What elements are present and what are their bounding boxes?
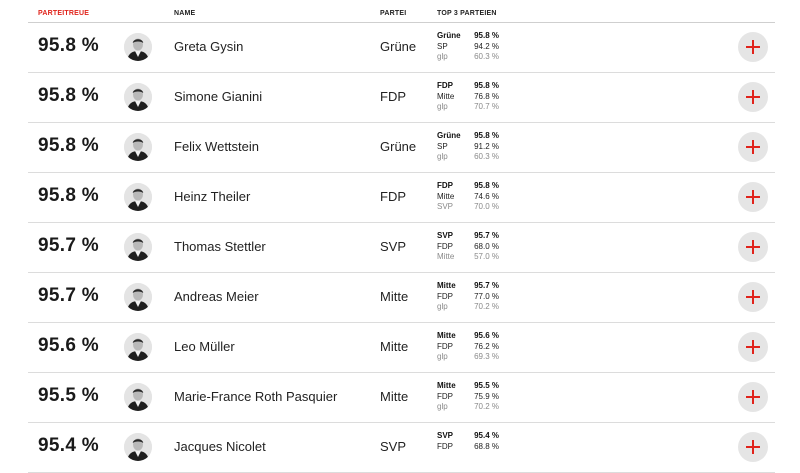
expand-plus-button[interactable] xyxy=(738,382,768,412)
top3-parties xyxy=(437,31,499,63)
avatar xyxy=(124,283,152,311)
portrait-icon xyxy=(124,83,152,111)
member-name[interactable]: Thomas Stettler xyxy=(174,239,266,254)
member-name[interactable]: Greta Gysin xyxy=(174,39,244,54)
party-loyalty-value: 95.8 % xyxy=(38,135,99,156)
avatar xyxy=(124,333,152,361)
top3-entry xyxy=(437,231,499,242)
top3-party-name: SVP xyxy=(437,231,454,240)
avatar xyxy=(124,233,152,261)
party-loyalty-value: 95.8 % xyxy=(38,85,99,106)
expand-plus-button[interactable] xyxy=(738,32,768,62)
top3-party-value: 70.0 % xyxy=(474,202,499,211)
top3-party-name: Mitte xyxy=(437,381,456,390)
top3-party-value: 95.4 % xyxy=(474,431,499,440)
avatar xyxy=(124,383,152,411)
member-party: Mitte xyxy=(380,339,409,354)
member-party: SVP xyxy=(380,239,407,254)
member-party: Mitte xyxy=(380,289,409,304)
top3-entry xyxy=(437,42,499,53)
top3-party-name: FDP xyxy=(437,241,453,251)
top3-party-value: 95.7 % xyxy=(474,231,499,240)
table-row[interactable] xyxy=(28,273,775,323)
column-header-party[interactable]: PARTEI xyxy=(380,10,407,17)
top3-party-name: glp xyxy=(437,402,448,411)
top3-parties xyxy=(437,281,499,313)
top3-party-name: FDP xyxy=(437,181,453,190)
table-row[interactable] xyxy=(28,373,775,423)
top3-entry xyxy=(437,152,499,163)
top3-entry xyxy=(437,431,499,442)
top3-party-value: 95.8 % xyxy=(474,131,499,140)
portrait-icon xyxy=(124,33,152,61)
top3-entry xyxy=(437,142,499,153)
results-table xyxy=(28,23,775,473)
expand-plus-button[interactable] xyxy=(738,182,768,212)
top3-party-value: 60.3 % xyxy=(474,152,499,161)
member-name[interactable]: Felix Wettstein xyxy=(174,139,260,154)
member-name[interactable]: Heinz Theiler xyxy=(174,189,251,204)
member-party: Mitte xyxy=(380,389,409,404)
top3-party-value: 77.0 % xyxy=(474,291,499,301)
party-loyalty-value: 95.4 % xyxy=(38,435,99,456)
top3-party-name: SVP xyxy=(437,431,454,440)
avatar xyxy=(124,433,152,461)
top3-party-value: 95.6 % xyxy=(474,331,499,340)
expand-plus-button[interactable] xyxy=(738,332,768,362)
expand-plus-button[interactable] xyxy=(738,82,768,112)
top3-entry xyxy=(437,92,499,103)
top3-party-name: glp xyxy=(437,152,448,161)
top3-party-name: glp xyxy=(437,302,448,311)
member-name[interactable]: Simone Gianini xyxy=(174,89,263,104)
top3-party-name: FDP xyxy=(437,291,453,301)
top3-party-name: FDP xyxy=(437,441,453,451)
top3-party-name: Mitte xyxy=(437,252,455,261)
table-header xyxy=(28,0,775,23)
table-row[interactable] xyxy=(28,23,775,73)
member-name[interactable]: Marie-France Roth Pasquier xyxy=(174,389,338,404)
party-loyalty-value: 95.8 % xyxy=(38,35,99,56)
top3-entry xyxy=(437,192,499,203)
member-party: SVP xyxy=(380,439,407,454)
top3-entry xyxy=(437,131,499,142)
top3-party-name: FDP xyxy=(437,391,453,401)
table-row[interactable] xyxy=(28,173,775,223)
party-loyalty-value: 95.8 % xyxy=(38,185,99,206)
portrait-icon xyxy=(124,433,152,461)
party-loyalty-value: 95.6 % xyxy=(38,335,99,356)
top3-entry xyxy=(437,202,499,213)
member-name[interactable]: Leo Müller xyxy=(174,339,235,354)
top3-party-value: 76.8 % xyxy=(474,91,499,101)
top3-parties xyxy=(437,131,499,163)
portrait-icon xyxy=(124,283,152,311)
top3-party-value: 70.7 % xyxy=(474,102,499,111)
portrait-icon xyxy=(124,383,152,411)
top3-entry xyxy=(437,342,499,353)
top3-party-value: 70.2 % xyxy=(474,302,499,311)
table-row[interactable] xyxy=(28,223,775,273)
top3-entry xyxy=(437,452,499,463)
top3-entry xyxy=(437,252,499,263)
expand-plus-button[interactable] xyxy=(738,132,768,162)
top3-party-name: Mitte xyxy=(437,91,455,101)
portrait-icon xyxy=(124,183,152,211)
top3-entry xyxy=(437,352,499,363)
top3-entry xyxy=(437,81,499,92)
table-row[interactable] xyxy=(28,323,775,373)
member-name[interactable]: Andreas Meier xyxy=(174,289,259,304)
top3-party-name: Grüne xyxy=(437,31,461,40)
top3-entry xyxy=(437,52,499,63)
top3-parties xyxy=(437,331,499,363)
top3-party-value: 68.0 % xyxy=(474,241,499,251)
party-loyalty-value: 95.7 % xyxy=(38,285,99,306)
member-party: FDP xyxy=(380,89,406,104)
top3-party-value: 76.2 % xyxy=(474,341,499,351)
top3-party-name: FDP xyxy=(437,341,453,351)
column-header-name[interactable]: NAME xyxy=(174,10,196,17)
table-row[interactable] xyxy=(28,73,775,123)
top3-party-value: 94.2 % xyxy=(474,41,499,51)
top3-party-name: Grüne xyxy=(437,131,461,140)
expand-plus-button[interactable] xyxy=(738,432,768,462)
top3-party-value: 60.3 % xyxy=(474,52,499,61)
party-loyalty-value: 95.5 % xyxy=(38,385,99,406)
top3-parties xyxy=(437,231,499,263)
top3-party-value: 91.2 % xyxy=(474,141,499,151)
top3-party-value: 95.7 % xyxy=(474,281,499,290)
top3-party-value: 95.8 % xyxy=(474,31,499,40)
avatar xyxy=(124,33,152,61)
top3-party-value: 75.9 % xyxy=(474,391,499,401)
top3-party-name: SP xyxy=(437,41,448,51)
top3-party-value: 70.2 % xyxy=(474,402,499,411)
top3-party-value: 57.0 % xyxy=(474,252,499,261)
top3-party-name: Mitte xyxy=(437,191,455,201)
top3-entry xyxy=(437,292,499,303)
top3-parties xyxy=(437,81,499,113)
column-header-top3: TOP 3 PARTEIEN xyxy=(437,10,497,17)
expand-plus-button[interactable] xyxy=(738,232,768,262)
top3-entry xyxy=(437,281,499,292)
top3-entry xyxy=(437,331,499,342)
member-party: Grüne xyxy=(380,139,417,154)
top3-entry xyxy=(437,102,499,113)
top3-party-value: 69.3 % xyxy=(474,352,499,361)
portrait-icon xyxy=(124,133,152,161)
top3-entry xyxy=(437,181,499,192)
top3-entry xyxy=(437,381,499,392)
portrait-icon xyxy=(124,333,152,361)
table-row[interactable] xyxy=(28,423,775,473)
party-loyalty-value: 95.7 % xyxy=(38,235,99,256)
expand-plus-button[interactable] xyxy=(738,282,768,312)
top3-entry xyxy=(437,402,499,413)
top3-parties xyxy=(437,181,499,213)
top3-party-name: glp xyxy=(437,102,448,111)
top3-entry xyxy=(437,392,499,403)
top3-parties xyxy=(437,381,499,413)
top3-party-name: glp xyxy=(437,52,448,61)
top3-party-value: 95.8 % xyxy=(474,81,499,90)
top3-party-name: Mitte xyxy=(437,331,456,340)
top3-entry xyxy=(437,242,499,253)
top3-entry xyxy=(437,442,499,453)
top3-party-value: 68.8 % xyxy=(474,441,499,451)
top3-party-value: 74.6 % xyxy=(474,191,499,201)
portrait-icon xyxy=(124,233,152,261)
top3-party-name: glp xyxy=(437,352,448,361)
avatar xyxy=(124,83,152,111)
top3-party-value: 95.8 % xyxy=(474,181,499,190)
member-party: Grüne xyxy=(380,39,417,54)
top3-entry xyxy=(437,302,499,313)
top3-party-name: SVP xyxy=(437,202,454,211)
member-name[interactable]: Jacques Nicolet xyxy=(174,439,266,454)
top3-party-value: 95.5 % xyxy=(474,381,499,390)
top3-party-name: SP xyxy=(437,141,448,151)
column-header-loyalty[interactable]: PARTEITREUE xyxy=(38,10,90,17)
top3-party-name: Mitte xyxy=(437,281,456,290)
top3-entry xyxy=(437,31,499,42)
member-party: FDP xyxy=(380,189,406,204)
table-row[interactable] xyxy=(28,123,775,173)
top3-parties xyxy=(437,431,499,463)
avatar xyxy=(124,183,152,211)
avatar xyxy=(124,133,152,161)
top3-party-name: FDP xyxy=(437,81,453,90)
